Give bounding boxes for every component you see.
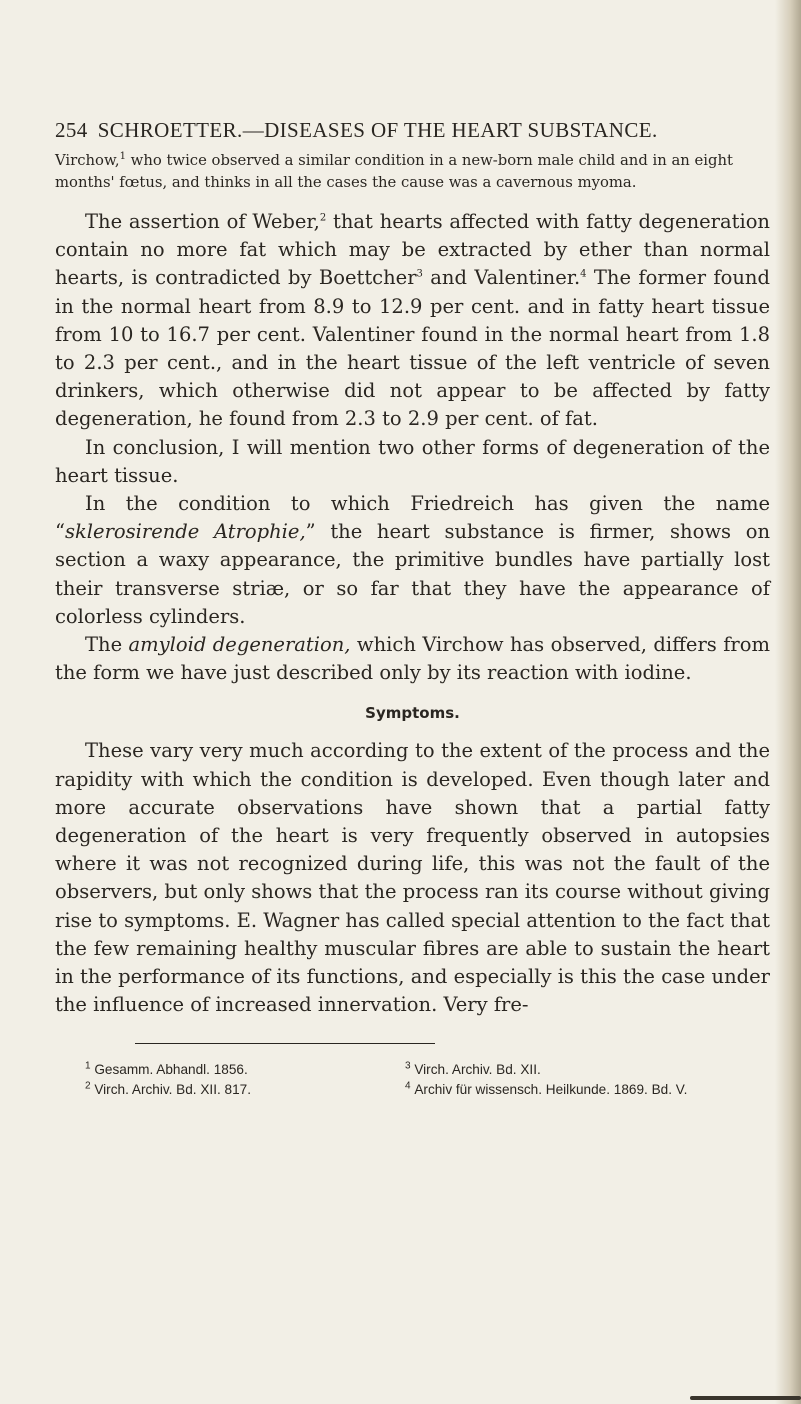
page-number: 254 [55,118,88,142]
paragraph-symptoms: These vary very much according to the extent of the process and the rapidity with which the condition is developed. Even though later and more accurate observations have shown that a partial fatty degeneration of the heart is very frequently observed in autopsies where it was not recognized during life, this was not the fault of the observers, but only shows that the process ran its course without giving rise to symptoms. E. Wagner has called special attention to the fact that the few remaining healthy muscular fibres are able to sustain the heart in the performance of its functions, and especially is this the case under the influence of increased innervation. Very fre- [55,739,770,1017]
footnote-ref-1: 1 [119,151,126,163]
footnote-3: $^3$ Virch. Archiv. Bd. XII. [405,1060,541,1078]
footnote-1: $^1$ Gesamm. Abhandl. 1856. [85,1060,248,1078]
footnote-ref-4: 4 [580,268,587,280]
footnote-ref-2: 2 [319,212,327,224]
p4-text-a: The [85,633,129,657]
p1-text-c: and Valentiner. [422,266,581,290]
p1-text-a: The assertion of Weber, [85,210,320,233]
continued-paragraph [55,150,770,194]
footnote-4: $^4$ Archiv für wissensch. Heilkunde. 1869. Bd. V. [405,1080,688,1098]
footnotes [55,1060,770,1100]
paragraph-weber [55,208,770,434]
intro-text-rest: who twice observed a similar condition in a new-born male child and in an eight months' fœtus, and thinks in all the cases the cause was a cavernous myoma. [55,152,733,191]
paragraph-conclusion: In conclusion, I will mention two other forms of degeneration of the heart tissue. [55,435,770,487]
section-heading-symptoms: Symptoms. [365,704,460,723]
paragraph-amyloid [55,631,770,687]
page-edge-shadow [775,0,801,1404]
footnote-rule [135,1043,435,1044]
term-sklerosirende: sklerosirende Atrophie, [64,520,306,544]
running-title: SCHROETTER.—DISEASES OF THE HEART SUBSTANCE. [97,118,658,142]
p3-text-b: ” the heart substance is firmer, shows on section a waxy appearance, the primitive bundles have partially lost their transverse striæ, or so far that they have the appearance of colorless cylinders. [55,520,771,628]
term-amyloid: amyloid degeneration, [128,633,351,657]
p1-text-d: The former found in the normal heart from 8.9 to 12.9 per cent. and in fatty heart tissue from 10 to 16.7 per cent. Valentiner found in the normal heart from 1.8 to 2.3 per cent., and in the heart tissue of the left ventricle of seven drinkers, which otherwise did not appear to be affected by fatty degeneration, he found from 2.3 to 2.9 per cent. of fat. [55,266,770,431]
p3-text-a: In the condition to which Friedreich has given the name “ [55,492,770,544]
page-bottom-edge [690,1396,801,1400]
footnote-2: $^2$ Virch. Archiv. Bd. XII. 817. [85,1080,251,1098]
p4-text-b: which Virchow has observed, differs from the form we have just described only by its reaction with iodine. [55,633,770,685]
footnote-ref-3: 3 [416,268,423,280]
page-content [55,118,770,1100]
paragraph-friedreich [55,490,770,631]
intro-text: Virchow, [55,152,120,169]
running-header [55,118,770,142]
p1-text-b: that hearts affected with fatty degeneration contain no more fat which may be extracted by ether than normal hearts, is contradicted by Boettcher [55,210,770,290]
